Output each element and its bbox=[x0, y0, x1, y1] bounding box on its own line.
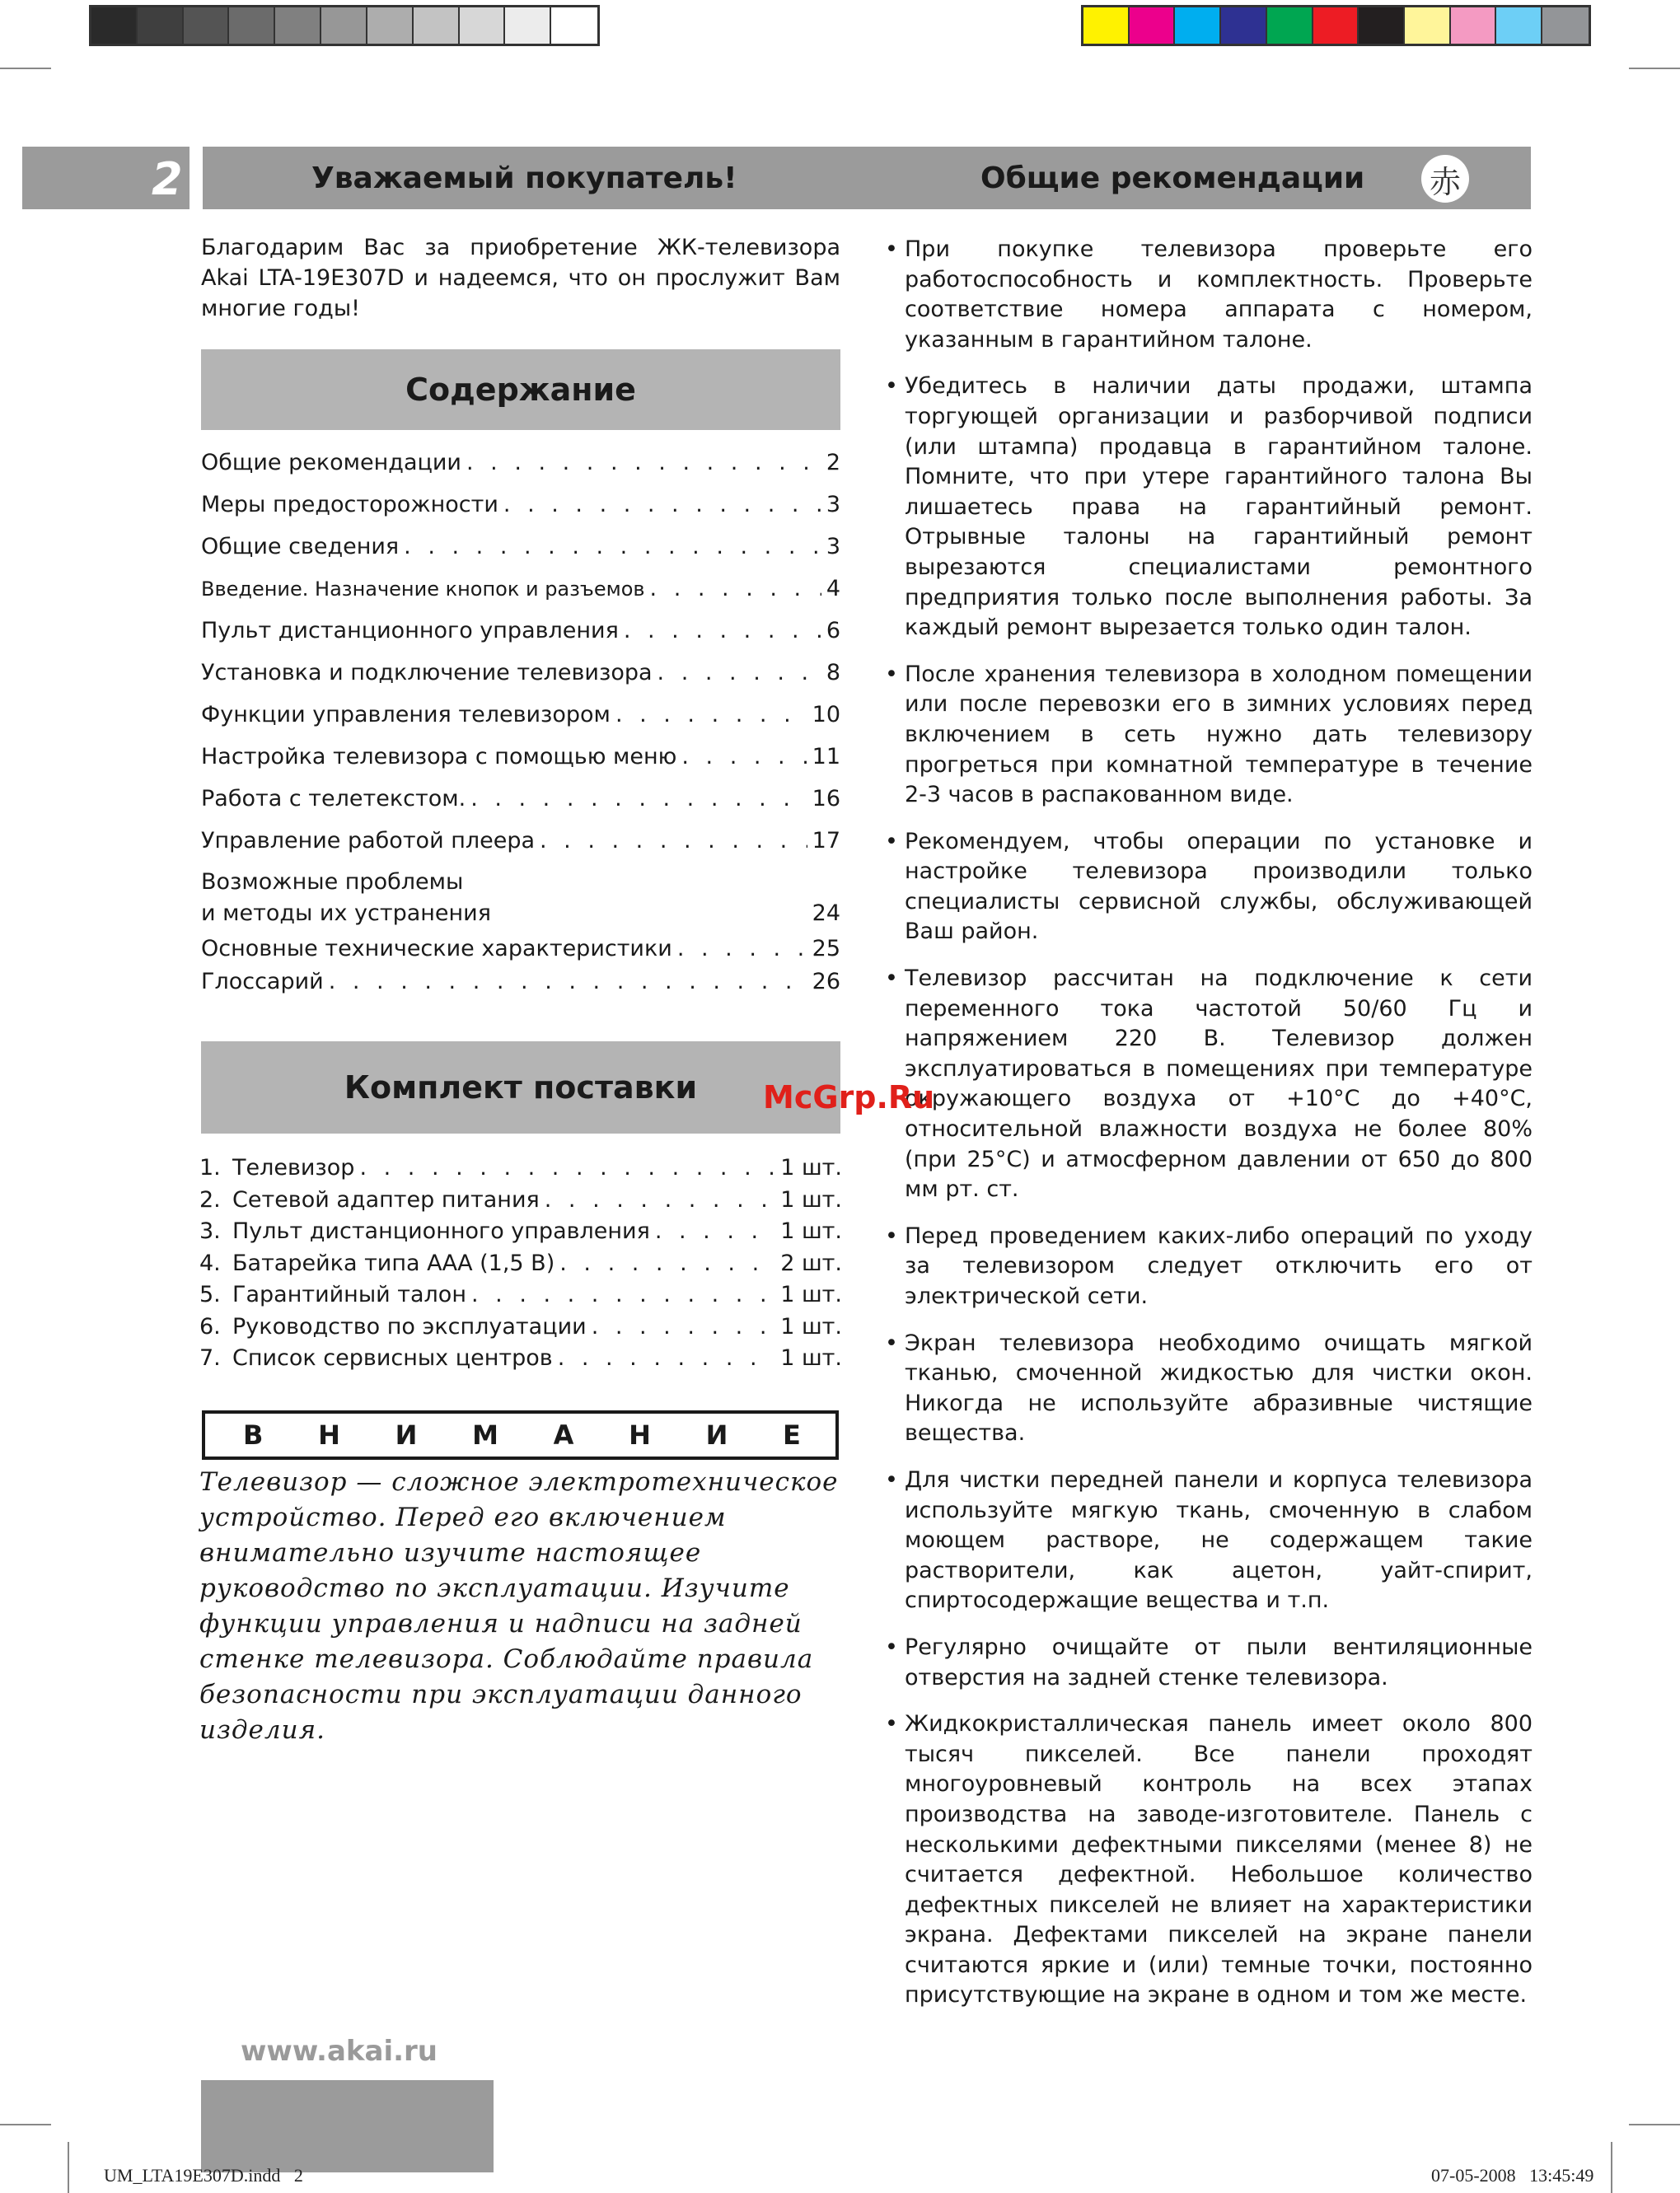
attention-letter: И bbox=[705, 1419, 728, 1451]
color-swatch bbox=[1313, 7, 1359, 44]
color-swatch bbox=[1267, 7, 1313, 44]
color-swatch bbox=[1359, 7, 1405, 44]
crop-mark bbox=[1629, 68, 1680, 69]
kit-heading: Комплект поставки bbox=[201, 1041, 840, 1134]
toc-item[interactable]: Основные технические характеристики . . . 25 bbox=[201, 929, 840, 969]
attention-letter: М bbox=[472, 1419, 498, 1451]
color-swatch bbox=[367, 7, 414, 44]
attention-letter: Н bbox=[318, 1419, 340, 1451]
color-swatch bbox=[184, 7, 230, 44]
list-item: 4. Батарейка типа ААА (1,5 В) . . . 2 шт. bbox=[199, 1248, 842, 1280]
list-item: 2. Сетевой адаптер питания . . . 1 шт. bbox=[199, 1185, 842, 1217]
attention-banner bbox=[202, 1410, 839, 1460]
color-swatch bbox=[1083, 7, 1130, 44]
attention-letter: В bbox=[243, 1419, 264, 1451]
toc-item[interactable]: Пульт дистанционного управления . . . 6 bbox=[201, 610, 840, 652]
page-number: 2 bbox=[152, 153, 183, 205]
toc-item[interactable]: Управление работой плеера . . . 17 bbox=[201, 820, 840, 862]
color-swatch bbox=[1542, 7, 1589, 44]
crop-mark bbox=[1629, 2124, 1680, 2125]
toc-item[interactable]: Возможные проблемы и методы их устранения 24 bbox=[201, 862, 840, 929]
color-swatch bbox=[551, 7, 597, 44]
list-item: 6. Руководство по эксплуатации . . . 1 шт. bbox=[199, 1312, 842, 1344]
list-item: • После хранения телевизора в холодном помещении или после перевозки его в зимних условиях перед включением в сеть нужно дать телевизору прогреться при комнатной температуре в течение 2-3 часов в распакованном виде. bbox=[885, 660, 1533, 811]
right-column-title: Общие рекомендации bbox=[980, 161, 1365, 195]
toc-item[interactable]: Настройка телевизора с помощью меню . . . 11 bbox=[201, 736, 840, 778]
list-item: • Рекомендуем, чтобы операции по установке и настройке телевизора производили только специалисты сервисной службы, обслуживающей Ваш район. bbox=[885, 827, 1533, 947]
list-item: 7. Список сервисных центров . . . 1 шт. bbox=[199, 1343, 842, 1375]
list-item: • Экран телевизора необходимо очищать мягкой тканью, смоченной жидкостью для чистки окон. Никогда не используйте абразивные чистящие вещества. bbox=[885, 1329, 1533, 1449]
color-swatch bbox=[460, 7, 506, 44]
intro-paragraph: Благодарим Вас за приобретение ЖК-телевизора Akai LTA-19E307D и надеемся, что он прослужит Вам многие годы! bbox=[201, 235, 840, 321]
table-of-contents bbox=[201, 442, 840, 995]
kit-list bbox=[199, 1153, 842, 1375]
crop-mark bbox=[0, 68, 51, 69]
crop-mark bbox=[1611, 2142, 1612, 2193]
list-item: • Убедитесь в наличии даты продажи, штампа торгующей организации и разборчивой подписи (или штампа) продавца в гарантийном талоне. Помните, что при утере гарантийного талона Вы лишаетесь права на гарантийный ремонт. Отрывные талоны на гарантийный ремонт вырезаются специалистами ремонтного предприятия только после выполнения работы. За каждый ремонт вырезается только один талон. bbox=[885, 372, 1533, 643]
color-swatch bbox=[1130, 7, 1176, 44]
color-swatch bbox=[275, 7, 321, 44]
toc-item[interactable]: Функции управления телевизором . . . 10 bbox=[201, 694, 840, 736]
attention-letter: Е bbox=[783, 1419, 801, 1451]
list-item: • Перед проведением каких-либо операций по уходу за телевизором следует отключить его от электрической сети. bbox=[885, 1222, 1533, 1312]
website-link[interactable]: www.akai.ru bbox=[241, 2035, 438, 2068]
watermark: McGrp.Ru bbox=[763, 1079, 935, 1115]
list-item: • Жидкокристаллическая панель имеет около 800 тысяч пикселей. Все панели проходят многоуровневый контроль на всех этапах производства на заводе-изготовителе. Панель с несколькими дефектными пикселями (менее 8) не считается дефектной. Небольшое количество дефектных пикселей не влияет на характеристики экрана. Дефектами пикселей на экране панели считаются яркие и (или) темные точки, постоянно присутствующие на экране в одном и том же месте. bbox=[885, 1709, 1533, 2011]
crop-mark bbox=[68, 2142, 69, 2193]
toc-heading: Содержание bbox=[201, 349, 840, 430]
list-item: 3. Пульт дистанционного управления . . . 1 шт. bbox=[199, 1216, 842, 1248]
toc-item-label-line1: Возможные проблемы bbox=[201, 869, 464, 895]
color-swatch bbox=[1451, 7, 1497, 44]
recommendations-list bbox=[885, 235, 1533, 2011]
grayscale-calibration-bar bbox=[89, 5, 600, 46]
toc-item[interactable]: Глоссарий . . . 26 bbox=[201, 969, 840, 995]
list-item: 1. Телевизор . . . 1 шт. bbox=[199, 1153, 842, 1185]
color-swatch bbox=[505, 7, 551, 44]
attention-letter: Н bbox=[629, 1419, 651, 1451]
toc-item[interactable]: Работа с телетекстом. . . . 16 bbox=[201, 778, 840, 820]
color-swatch bbox=[138, 7, 184, 44]
color-swatch bbox=[91, 7, 138, 44]
color-swatch bbox=[1221, 7, 1267, 44]
footer-band bbox=[201, 2080, 494, 2172]
toc-item[interactable]: Меры предосторожности . . . 3 bbox=[201, 484, 840, 526]
footer-timestamp: 07-05-2008 13:45:49 bbox=[1431, 2165, 1594, 2186]
attention-text: Телевизор — сложное электротехническое устройство. Перед его включением внимательно изучите настоящее руководство по эксплуатации. Изучите функции управления и надписи на задней стенке телевизора. Соблюдайте правила безопасности при эксплуатации данного изделия. bbox=[199, 1467, 839, 1745]
left-column-title: Уважаемый покупатель! bbox=[311, 161, 737, 195]
color-swatch bbox=[321, 7, 367, 44]
list-item: • Телевизор рассчитан на подключение к сети переменного тока частотой 50/60 Гц и напряжением 220 В. Телевизор должен эксплуатироваться в помещениях при температуре окружающего воздуха от +10°С до +40°С, относительной влажности воздуха не более 80% (при 25°С) и атмосферном давлении от 650 до 800 мм рт. ст. bbox=[885, 964, 1533, 1205]
footer-file-name: UM_LTA19E307D.indd 2 bbox=[104, 2165, 303, 2186]
color-swatch bbox=[1496, 7, 1542, 44]
toc-item[interactable]: Установка и подключение телевизора . . . 8 bbox=[201, 652, 840, 694]
color-swatch bbox=[414, 7, 460, 44]
crop-mark bbox=[0, 2124, 51, 2125]
color-swatch bbox=[229, 7, 275, 44]
list-item: 5. Гарантийный талон . . . 1 шт. bbox=[199, 1279, 842, 1312]
color-swatch bbox=[1175, 7, 1221, 44]
color-swatch bbox=[1405, 7, 1451, 44]
list-item: • Для чистки передней панели и корпуса телевизора используйте мягкую ткань, смоченную в слабом моющем растворе, не содержащем такие растворители, как ацетон, уайт-спирит, спиртосодержащие вещества и т.п. bbox=[885, 1466, 1533, 1616]
toc-item[interactable]: Общие сведения . . . 3 bbox=[201, 526, 840, 568]
toc-item[interactable]: Введение. Назначение кнопок и разъемов . . . 4 bbox=[201, 568, 840, 610]
color-calibration-bar bbox=[1081, 5, 1591, 46]
list-item: • При покупке телевизора проверьте его работоспособность и комплектность. Проверьте соответствие номера аппарата с номером, указанным в гарантийном талоне. bbox=[885, 235, 1533, 355]
attention-letter: А bbox=[553, 1419, 574, 1451]
list-item: • Регулярно очищайте от пыли вентиляционные отверстия на задней стенке телевизора. bbox=[885, 1633, 1533, 1693]
toc-item[interactable]: Общие рекомендации . . . 2 bbox=[201, 442, 840, 484]
akai-logo-icon: 赤 bbox=[1421, 155, 1469, 203]
attention-letter: И bbox=[395, 1419, 418, 1451]
